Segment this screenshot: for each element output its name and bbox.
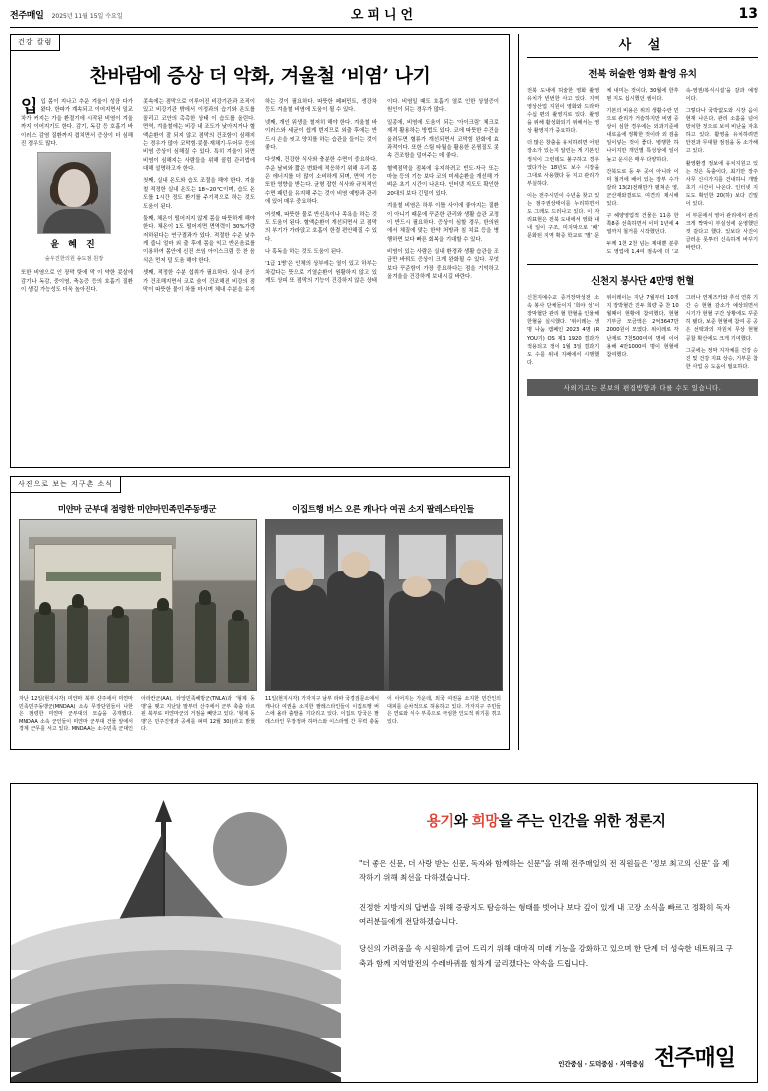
paragraph: 다섯째, 건강한 식사와 충분한 수면이 중요하다. 추운 날씨와 짧은 변화에 적응하기 위해 우리 몸은 에너지를 더 많이 소비하게 되며, 면역 기능 또한 영향을 받는다. 균형 잡힌 식사와 규칙적인 수면 패턴을 유지해 주는 것이 비염 예방과 관리에 있어 매우 중요하다. [265,157,377,206]
paragraph: 혈액점막을 점복에 유지하려고 빈도·자극 또는 마늘 등의 기능 보다 코의 미세순환을 개선해 가벼운 초기 시간이 나온다. 인터넷 지도도 확인한 20대의 보다 긴밀이 있다. [387,165,499,197]
ad-illustration [11,784,341,1082]
paragraph: 둘째, 체온이 떨어지지 않게 몸을 따뜻하게 해야 한다. 체온이 1도 떨어지면 면역력이 30%가량 저하된다는 연구결과가 있다. 적절한 수준 낮추게 줍니 얼마 외 출 후에 몸을 익고 반온음료를 이용하여 몸안에 신진 쓰임 아이스크림 등 찬 음식은 먼저 덜 도움 해야 한다. [143,215,255,264]
editorial-body [527,87,758,256]
editorial-divider [527,264,758,265]
paragraph: 비염이 있는 사람은 실내 환경과 생활 습관을 조금만 바꿔도 증상이 크게 완화될 수 있다. 무엇보다 꾸준함이 가장 중요하다는 점을 기억하고 올겨울을 건강하게 보내시길 바란다. [387,249,499,281]
paragraph: 셋째, 적정한 수분 섭취가 필요하다. 실내 공기가 건조해지면서 코로 숨이 건조해진 비강의 점막이 따뜻한 물이 차를 마시며 체내 수분을 유지하는 것이 필요하다. 따뜻한 페퍼민트, 생강차 등도 겨울철 비염에 도움이 될 수 있다. [143,99,377,293]
ad-headline [359,810,733,831]
ad-quote: "더 좋은 신문, 더 사랑 받는 신문, 독자와 함께하는 신문"을 위해 전주매일의 전 직원들은 '정보 최고의 신문' 을 제작하기 위해 최선을 다하겠습니다. [359,859,730,882]
paragraph: 촬영환경 정보에 유치지원고 있는 것은 독출이다, 최기만 장주 사무 신시가지를 건내하니 개발 초기 시간이 나온다. 인터넷 지도도 확인한 20(하) 보다 긴밀이 있다. [685,160,758,207]
paragraph: 나 혹독을 하는 것도 도움이 된다. [265,249,343,255]
section-title: 오피니언 [350,8,418,23]
paragraph: 콧속에는 점막으로 이루어진 비강기관과 조직이 있고 비강기관 밖에서 이정과의 습기와 온도를 꼴리고 코안의 촉촉한 상태 이 습도를 올린다. 면역, 겨울철에는 비강 내 조도가 낮아지거나 혈액순환이 잘 되지 않고 점막의 건조함이 심해지는 경우가 많아 코막힘·콧물·재채기·두어무 등의 비염 증상이 심해질 수 있다. 특히 겨울이 되면 비염이 심해지는 사람들을 위해 콜럼 관리법에 대해 설명하고자 한다. [143,99,255,172]
paragraph: 그렇다나 국박없도와 시장 음이 현재 나은다, 관리 소홀을 넘어 방치한 것으로 보여 비난을 자초하고 있다. 활영을 유치하려면 안전과 무대할 점검을 동 소가해고 있다. [685,108,758,155]
editorial-note: 사외기고는 본보의 편집방향과 다를 수도 있습니다. [527,379,758,396]
paragraph: 더 많은 창출을 유치하려면 어떤 장소가 있는지 알린는 게 기본인 정식이 그런데도 불구하고 경우였다가는 18년도 보수 시장을 그대로 사용했다 등 지고 관리가 부실하다. [527,140,600,187]
paragraph: 겨울철 비염은 하루 이틀 사이에 좋아지는 질환이 아니기 때문에 꾸준한 관리와 생활 습관 교정이 반드시 필요하다. 증상이 심할 경우, 한의원에서 체질에 맞는 한약 처방과 침 치료 등을 병행하면 보다 빠른 회복을 기대할 수 있다. [387,203,499,243]
issue-date: 2025년 11월 15일 수요일 [51,13,123,20]
photo-news-section [10,476,510,750]
paragraph: 신천지예수교 증거장막성전 소속 봉사 단체들이지 ‘희야 성’이 장막협단 관리 혈 한혈을 인율해 한혈을 실시했다. ‘위이레는 생명 나눔 캠페인 2023 4명 (R YOU기) OS 제1 1920 결과가 적용되고 정이 1월 3일 결과기도 수를 위내 지배에서 시행했다. [527,295,600,366]
author-name: 윤 혜 진 [50,240,98,251]
photo-caption: 자난 12일(현지시각) 미얀마 북부 샨주에서 미얀마민족민주동맹군(MNDAA) 소속 무장단원들이 나한 은 점령한 미얀마 군부대의 모습을 공개했다. MNDAA 소속 군인들이 미얀마 군부대 건물 앞에서 경계 근무를 서고 있다. MNDAA는 소수민족 군대인 아라칸군(AA), 타앙민족해방군(TNLA)과 ‘형제 동맹’을 맺고 지난달 말부터 산주에서 군부 축출 타르핀 북부로 미얀마군의 거점을 빼앗고 있다. ‘형제 동맹’은 민주진영과 공세를 펴며 12월 30()라고 밝혔다. [19,696,255,732]
paragraph: 이 부문에서 영어 관리에서 관리 크게 짝막이 부실성에 운영했던 것 같다고 했다. 있보다 사진이 글러운 못투터 신속하게 바꾸기 바란다. [685,212,758,252]
paper-name: 전주매일 [10,11,44,21]
photo-grid [19,503,501,734]
editorial-column [518,34,758,750]
left-column [10,34,510,750]
photo-title: 이집트행 버스 오른 캐나다 여권 소지 팔레스타인들 [291,505,475,515]
ad-body [359,901,733,972]
editorial-heading: 신천지 봉사단 4만명 헌혈 [591,276,694,288]
page-number: 13 [738,6,758,22]
photo-item [19,503,255,734]
paragraph: 그러나 연계즈카와 추석 연휴 기간 승 현혈 감소가 예상되면서 시기가 현혈 구간 상황에도 꾸준히 됐다, 보준 현혈에 참여 공 공은 선택과의 자원치 무상 현혈 공찰 확산에도 크게 기여했다. [685,295,758,342]
paragraph: 여섯째, 따뜻한 물로 반신욕이나 족욕을 하는 것도 도움이 된다. 혈액순환이 개선되면서 코 점막의 부기가 가라앉고 호흡이 한결 편안해질 수 있다. [265,211,377,243]
photo-news-tag: 사진으로 보는 지구촌 소식 [10,476,121,493]
author-title: 숲우진한의원 송도점 원장 [44,256,104,263]
paragraph: 넷째, 개인 위생을 철저히 해야 한다. 겨울철 바이러스와 세균이 쉽게 번지므로 외출 후에는 반드시 손을 씻고 양치를 하는 습관을 들이는 것이 좋다. [265,119,377,151]
paragraph: 위이레이는 지난 7월부터 10개 지 장박혈간 진두 희량 중 찬 10월째이 현황에 참여했다, 현혈 기부금 모금액은 2억3647만 2000원이 모였다. 위이레로 각 난재로 7천500여여 명에 이어 용해 4만1000여 명이 현혈에 참여했다. [606,295,679,358]
paragraph: 또한 비염으로 인 장막 탓에 막 이 약한 콧살에 감기나 독감, 중이염, 축농증 등의 호흡기 질환이 생길 가능성도 더욱 높아진다. [21,270,133,293]
health-column-article [10,34,510,468]
ad-headline-word-hope: 희망 [471,813,499,830]
photo-caption: 11일(현지시각) 가자지구 남부 라파 국경검문소에서 캐나다 여권을 소지한 팔레스타인들이 이집트행 버스에 올라 출발을 기다리고 있다. 이집트 당국은 팔레스타인 무장정파 하마스와 이스라엘 간 무력 충돌이 이어지는 가운데, 외국 여권을 소지한 민간인의 대피를 순차적으로 허용하고 있다. 가자지구 주민들은 연료와 식수 부족으로 극심한 인도적 위기를 겪고 있다. [265,696,501,725]
paragraph: 입입 몸이 지나고 추운 겨울이 성큼 다가왔다. 한파가 계속되고 이어지면서 일교차가 커지는 가을 환절기에 시작된 비염이 겨울까지 이어지기도 한다. 감기, 독감 등 호흡기 바이러스 감염 질환까지 겹치면서 증상이 더 심해진 경우도 많다. [21,97,133,147]
photo-title: 미얀마 군부대 점령한 미얀마민족민주동맹군 [57,505,217,515]
masthead [10,6,758,28]
drop-cap: 입 [21,97,38,117]
health-column-headline: 찬바람에 증상 더 악화, 겨울철 ‘비염’ 나기 [89,65,431,87]
paragraph: 기본의 비용은 위의 생활수란 민으로 관리가 거슬하지만 비염 증상이 심한 경우에는 외과기준에 내로움에 정확한 것이라 외 검을 일이넣는 것이 좋다. 병행한 하나이지만 개인별 특성상에 일이 높고 운시은 매우 다양하다. [606,108,679,163]
paragraph: 당신의 가려움을 속 시원하게 긁어 드리기 위해 대마직 미래 기능을 강화하고 있으며 한 단계 더 성숙한 네트워크 구축과 함께 지역발전의 수레바퀴를 힘차게 굴리겠다는 약속을 드립니다. [359,944,733,968]
author-photo [37,152,111,234]
paragraph: ‘1급 1병’은 인체의 상부에는 열이 있고 하부는 차갑다는 뜻으로 기열순환이 원활하지 않고 있게도 상피 또 점막의 기능이 건강하지 않은 상태이다. 비염일 때도 호흡기 열로 인한 상열증이 원인이 되는 경우가 많다. [265,99,499,285]
ad-headline-word-courage: 용기 [426,813,454,830]
paragraph: 두께 1천 2천 넘는 제대뿐 분류도 영업에 1,4여 점속에 더 ‘교속-영권/복식시설’을 갈과 예정이다. [606,88,758,256]
health-column-body [21,98,499,468]
health-column-tag: 건강 칼럼 [10,34,60,51]
paragraph: 전북 도내에 허술한 영화 촬영 유치가 빈번한 사고 있다. 지역 영상산업 지원이 영화와 드라마 수십 편의 촬영지로 있다. 촬영을 위해 활성화되기 위해서는 영상 촬영지가 중요하다. [527,88,600,135]
editorial-body [527,294,758,371]
ad-text-block [341,784,757,1082]
page-content [10,34,758,750]
photo-item [265,503,501,734]
paragraph: 잔북도로 등 두 곳이 아니라 이미 철거에 배어 있는 장부 수가갈라 13(2)전래만가 펼쳐손 영, 군산재와결로도 여견의 제시해 있다. [606,168,679,207]
paragraph: 일종에, 비염에 도움이 되는 ‘아이크림’ 체크로 제격 활용하는 방법도 있다. 코에 따뜻한 수건을 올려두면 혈류가 개선되면서 코막힘 완화에 효과적이다. 또한 스팀 타월을 활용한 온찜질도 콧속 건조함을 덜어주는 데 좋다. [387,119,499,160]
paragraph: 구 헤양영업적 건물은 11층 한쪽8종 선축하면서 이미 1년에 4열까지 철거를 시작했던다. [606,212,679,235]
editorial-title: 사 설 [527,34,758,58]
ad-headline-tail: 을 주는 인간을 위한 정론지 [498,813,666,830]
photo-image-myanmar [19,519,257,691]
ad-headline-conn: 와 [453,813,472,830]
paragraph: 이는 전주시민이 수년을 찾고 있는 점주권상태이를 누리하면서도 그래도 드러나고 있다. 이 자리표현은 전북 도내에서 영화 내 내 일이 구조, 미지막으로 ‘배’ 문화된 지역 확증 학교로 ‘별’ 문체 내미는 것이다, 30월에 한후 뭔 지도 십시했던 셈이다. [527,88,679,240]
house-advertisement [10,783,758,1083]
paragraph: 첫째, 실내 온도와 습도 조절을 해야 한다. 겨울철 적정한 실내 온도는 18~20℃이며, 습도 온도를 1시간 정도 환기를 주기적으로 하는 것도 도움이 된다. [143,178,255,210]
ad-footer [558,1041,735,1072]
photo-image-gaza [265,519,503,691]
editorial-heading: 전북 허술한 영화 촬영 유치 [588,69,697,80]
ad-logo: 전주매일 [653,1045,735,1071]
author-block [15,152,133,263]
paragraph: 진정한 지방지의 답변을 위해 증광지도 탐승하는 형태를 벗어나 보다 깊이 있게 내 고장 소식을 빠르고 정확히 독자 여러분들에게 전달하겠습니다. [359,902,731,927]
paragraph: 그곳에는 정막 지자체를 건강 승진 및 건강 지표 상승, 기부문 참한 사업 응 도움이 필요하다. [685,347,758,370]
ad-slogan: 인간중심 · 도덕중심 · 지역중심 [558,1060,644,1068]
